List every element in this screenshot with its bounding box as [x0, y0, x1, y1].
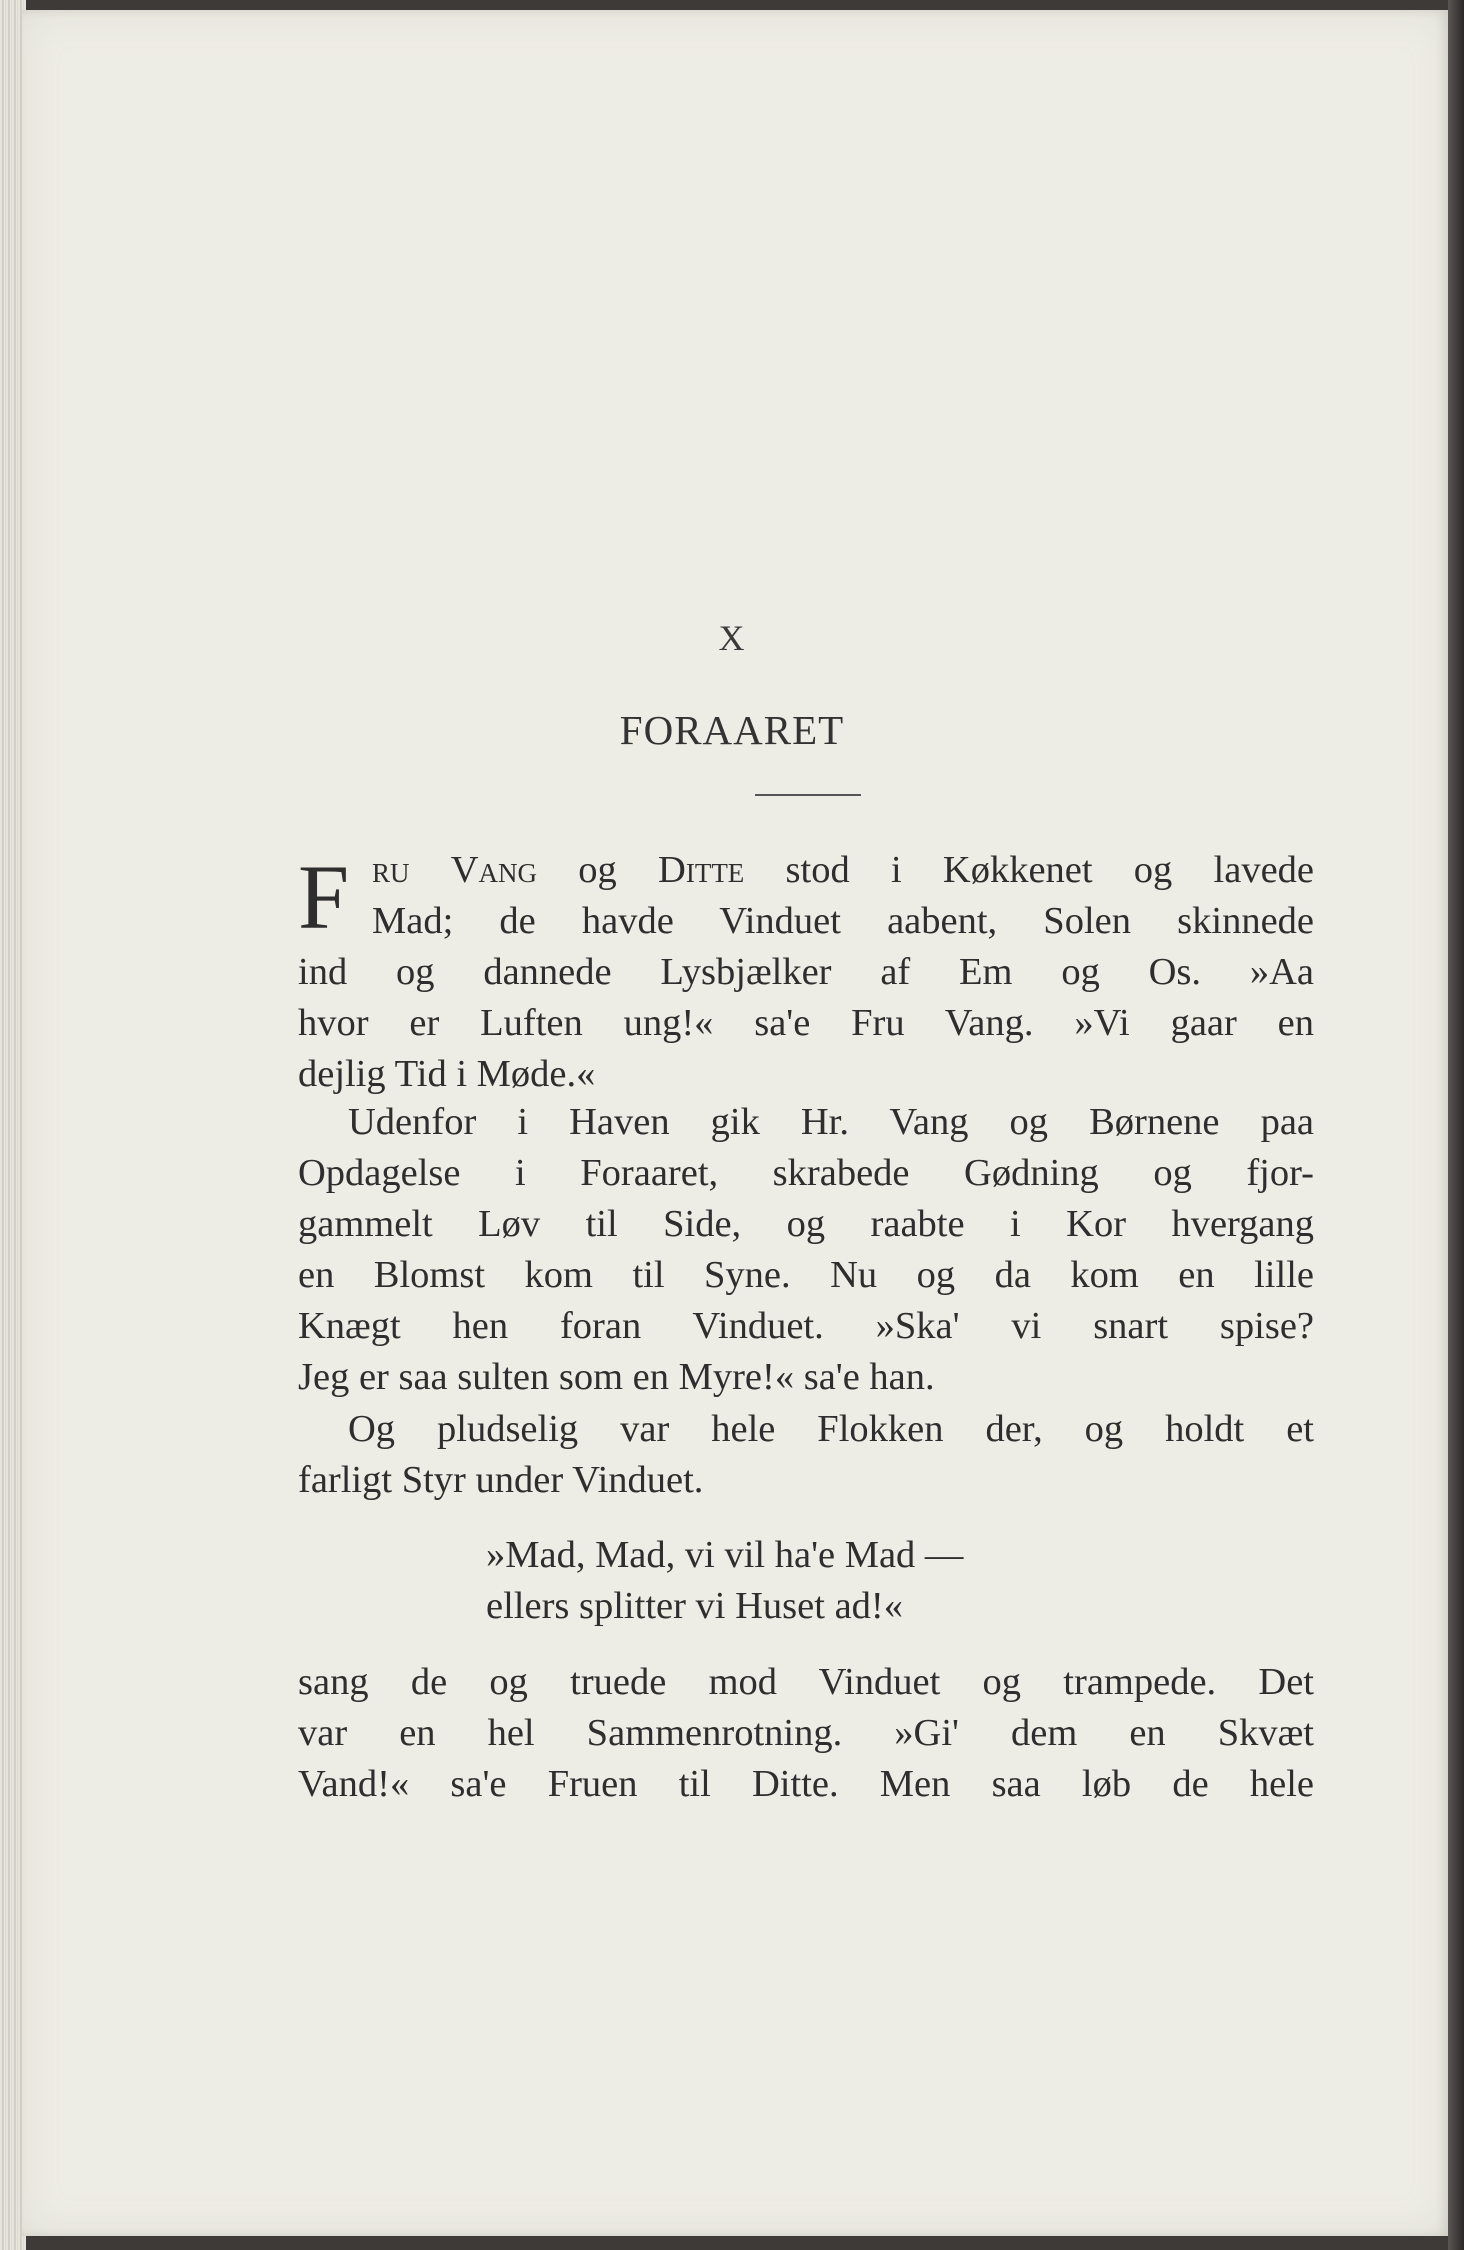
- chapter-title: FORAARET: [619, 707, 845, 753]
- title-divider: [755, 794, 861, 796]
- text-line: Vand!« sa'e Fruen til Ditte. Men saa løb de hele: [298, 1763, 1314, 1805]
- verse-line: ellers splitter vi Huset ad!«: [486, 1585, 903, 1627]
- text-fragment: og: [537, 849, 659, 891]
- text-line: Udenfor i Haven gik Hr. Vang og Børnene paa: [348, 1101, 1314, 1143]
- drop-cap: F: [298, 846, 350, 948]
- page-shadow: [1448, 0, 1464, 2250]
- text-fragment: Ditte: [658, 849, 745, 891]
- text-line: en Blomst kom til Syne. Nu og da kom en lille: [298, 1254, 1314, 1296]
- paragraph-4: [298, 1657, 1314, 1810]
- text-fragment: Vang: [450, 849, 538, 891]
- text-line: Jeg er saa sulten som en Myre!« sa'e han.: [298, 1356, 935, 1398]
- paragraph-1: [298, 845, 1314, 1100]
- text-fragment: stod i Køkkenet og lavede: [744, 849, 1314, 891]
- text-line: Knægt hen foran Vinduet. »Ska' vi snart spise?: [298, 1305, 1314, 1347]
- paragraph-3: [298, 1404, 1314, 1506]
- text-line: var en hel Sammenrotning. »Gi' dem en Skvæt: [298, 1712, 1314, 1754]
- text-line: Mad; de havde Vinduet aabent, Solen skinnede: [372, 900, 1314, 942]
- verse: [486, 1530, 963, 1632]
- text-line: farligt Styr under Vinduet.: [298, 1459, 704, 1501]
- text-line: hvor er Luften ung!« sa'e Fru Vang. »Vi gaar en: [298, 1002, 1314, 1044]
- verse-line: »Mad, Mad, vi vil ha'e Mad —: [486, 1534, 964, 1576]
- text-line: sang de og truede mod Vinduet og trampede. Det: [298, 1661, 1314, 1703]
- chapter-number: X: [718, 618, 746, 658]
- text-line: Opdagelse i Foraaret, skrabede Gødning og fjor-: [298, 1152, 1314, 1194]
- text-line: ind og dannede Lysbjælker af Em og Os. »Aa: [298, 951, 1314, 993]
- text-fragment: ru: [372, 849, 410, 891]
- text-line: gammelt Løv til Side, og raabte i Kor hvergang: [298, 1203, 1314, 1245]
- text-line: [298, 845, 1314, 896]
- paragraph-2: [298, 1097, 1314, 1403]
- text-line: Og pludselig var hele Flokken der, og holdt et: [348, 1408, 1314, 1450]
- text-line: dejlig Tid i Møde.«: [298, 1053, 596, 1095]
